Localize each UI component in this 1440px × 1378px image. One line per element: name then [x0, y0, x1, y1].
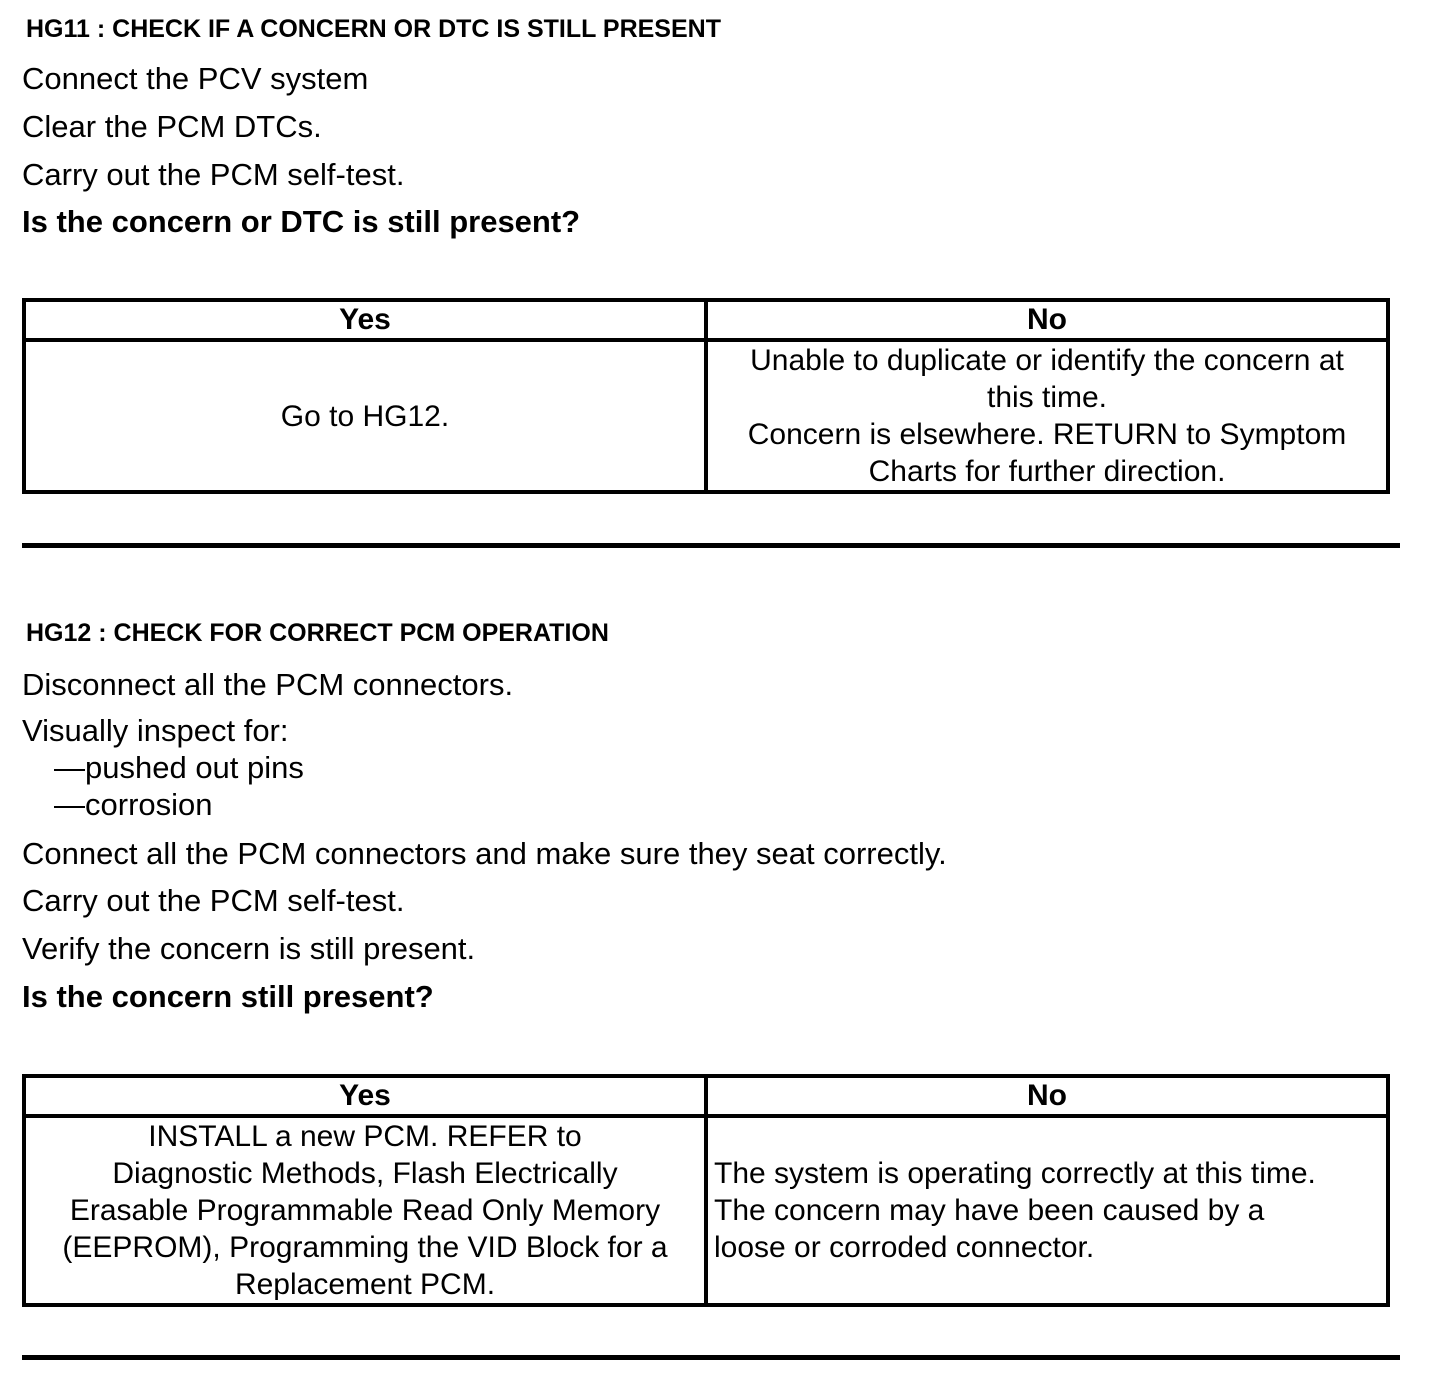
no-cell-line: Concern is elsewhere. RETURN to Symptom	[747, 418, 1347, 451]
hg11-step-2: Clear the PCM DTCs.	[22, 109, 322, 144]
no-header: No	[706, 1076, 1388, 1116]
hg12-step-5: Verify the concern is still present.	[22, 931, 476, 966]
hg12-title: HG12 : CHECK FOR CORRECT PCM OPERATION	[26, 619, 609, 647]
table-header-row	[24, 1076, 1388, 1116]
hg11-answer-table	[22, 298, 1390, 494]
table-row	[24, 340, 1388, 492]
yes-cell-line: Erasable Programmable Read Only Memory	[69, 1194, 661, 1227]
yes-cell	[24, 340, 706, 492]
table-header-row	[24, 300, 1388, 340]
no-cell	[706, 340, 1388, 492]
section-divider	[22, 1355, 1400, 1360]
hg12-step-3: Connect all the PCM connectors and make sure they seat correctly.	[22, 836, 947, 871]
yes-cell-line: INSTALL a new PCM. REFER to	[148, 1120, 582, 1153]
no-header: No	[706, 300, 1388, 340]
no-cell-line: The system is operating correctly at this time.	[714, 1157, 1316, 1190]
yes-cell-text: Go to HG12.	[280, 399, 450, 433]
hg12-question: Is the concern still present?	[22, 979, 434, 1014]
no-cell-line: Unable to duplicate or identify the concern at	[750, 344, 1344, 377]
yes-cell-line: Replacement PCM.	[234, 1268, 496, 1301]
yes-header: Yes	[24, 300, 706, 340]
no-cell-line: this time.	[986, 381, 1108, 414]
yes-header: Yes	[24, 1076, 706, 1116]
yes-cell	[24, 1116, 706, 1305]
table-row	[24, 1116, 1388, 1305]
hg12-step-1: Disconnect all the PCM connectors.	[22, 667, 514, 702]
hg11-title: HG11 : CHECK IF A CONCERN OR DTC IS STILL PRESENT	[26, 15, 721, 43]
hg12-answer-table	[22, 1074, 1390, 1307]
no-cell	[706, 1116, 1388, 1305]
hg11-step-1: Connect the PCV system	[22, 61, 369, 96]
hg12-bullet-1: —pushed out pins	[54, 750, 304, 785]
hg11-step-3: Carry out the PCM self-test.	[22, 157, 405, 192]
hg11-question: Is the concern or DTC is still present?	[22, 204, 581, 239]
no-cell-line: The concern may have been caused by a	[714, 1194, 1265, 1227]
hg12-step-4: Carry out the PCM self-test.	[22, 883, 405, 918]
yes-cell-line: Diagnostic Methods, Flash Electrically	[112, 1157, 618, 1190]
section-divider	[22, 543, 1400, 548]
hg12-bullet-2: —corrosion	[54, 787, 213, 822]
hg12-step-2: Visually inspect for:	[22, 713, 289, 748]
yes-cell-line: (EEPROM), Programming the VID Block for a	[62, 1231, 668, 1264]
no-cell-line: Charts for further direction.	[868, 455, 1226, 488]
no-cell-line: loose or corroded connector.	[714, 1231, 1095, 1264]
